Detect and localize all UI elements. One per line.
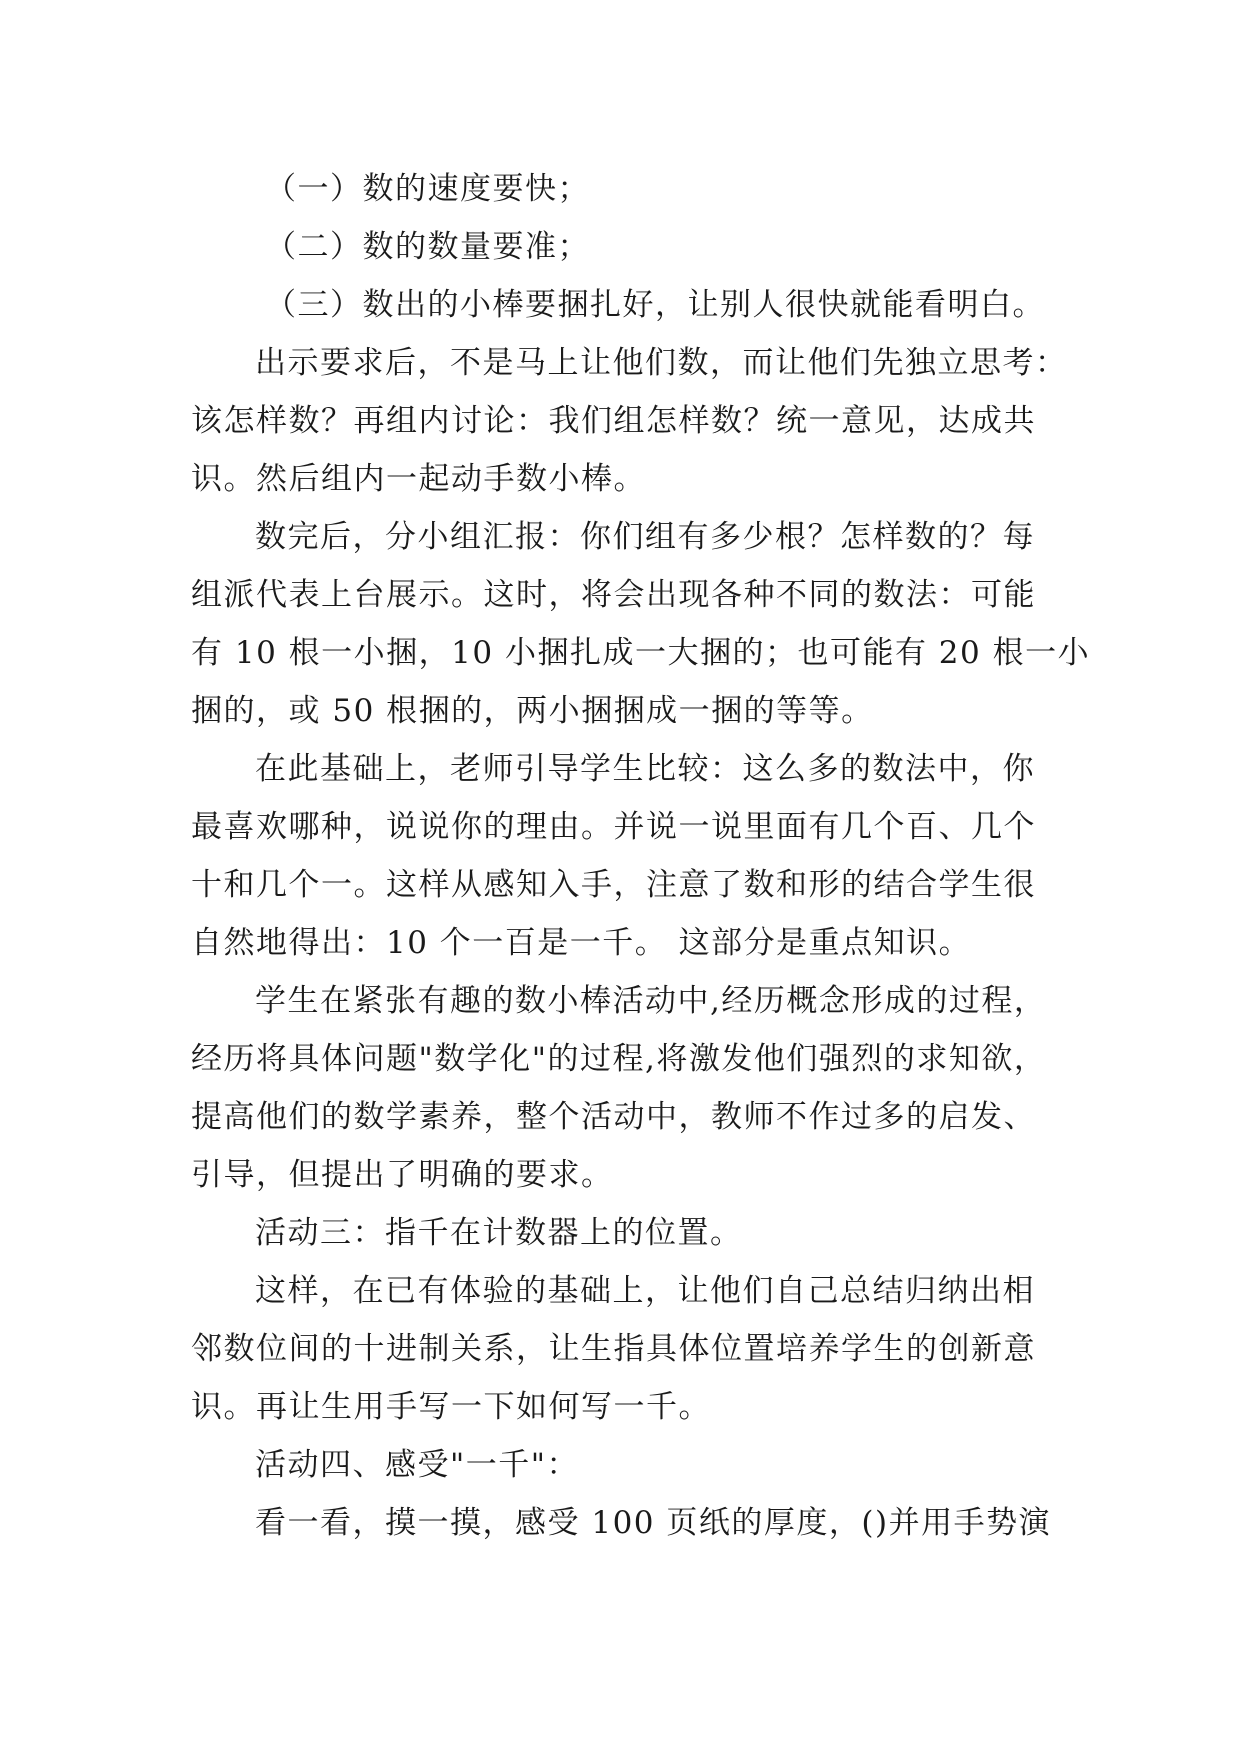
- paragraph-line: 邻数位间的十进制关系，让生指具体位置培养学生的创新意: [191, 1331, 1036, 1367]
- paragraph-line: 这样，在已有体验的基础上，让他们自己总结归纳出相: [255, 1273, 1035, 1309]
- paragraph-line: 看一看，摸一摸，感受 100 页纸的厚度，()并用手势演: [255, 1505, 1052, 1541]
- paragraph-line: 识。再让生用手写一下如何写一千。: [191, 1389, 711, 1425]
- requirement-item-3: （三）数出的小棒要捆扎好，让别人很快就能看明白。: [265, 287, 1045, 323]
- paragraph-line: 有 10 根一小捆，10 小捆扎成一大捆的；也可能有 20 根一小: [191, 635, 1091, 671]
- requirement-item-2: （二）数的数量要准；: [265, 229, 590, 265]
- paragraph-line: 在此基础上，老师引导学生比较：这么多的数法中，你: [255, 751, 1035, 787]
- paragraph-line: 最喜欢哪种，说说你的理由。并说一说里面有几个百、几个: [191, 809, 1036, 845]
- activity-heading: 活动三：指千在计数器上的位置。: [255, 1215, 743, 1251]
- document-body: [191, 160, 1091, 1552]
- paragraph-line: 经历将具体问题"数学化"的过程,将激发他们强烈的求知欲，: [191, 1041, 1047, 1077]
- paragraph-line: 出示要求后，不是马上让他们数，而让他们先独立思考：: [255, 345, 1068, 381]
- requirement-item-1: （一）数的速度要快；: [265, 171, 590, 207]
- paragraph-line: 组派代表上台展示。这时，将会出现各种不同的数法：可能: [191, 577, 1036, 613]
- activity-heading: 活动四、感受"一千"：: [255, 1447, 580, 1483]
- paragraph-line: 引导，但提出了明确的要求。: [191, 1157, 614, 1193]
- paragraph-line: 十和几个一。这样从感知入手，注意了数和形的结合学生很: [191, 867, 1036, 903]
- paragraph-line: 提高他们的数学素养，整个活动中，教师不作过多的启发、: [191, 1099, 1036, 1135]
- paragraph-line: 该怎样数？再组内讨论：我们组怎样数？统一意见，达成共: [191, 403, 1036, 439]
- paragraph-line: 捆的，或 50 根捆的，两小捆捆成一捆的等等。: [191, 693, 874, 729]
- paragraph-line: 学生在紧张有趣的数小棒活动中,经历概念形成的过程，: [255, 983, 1047, 1019]
- paragraph-line: 识。然后组内一起动手数小棒。: [191, 461, 646, 497]
- paragraph-line: 自然地得出：10 个一百是一千。 这部分是重点知识。: [191, 925, 972, 961]
- paragraph-line: 数完后，分小组汇报：你们组有多少根？怎样数的？每: [255, 519, 1035, 555]
